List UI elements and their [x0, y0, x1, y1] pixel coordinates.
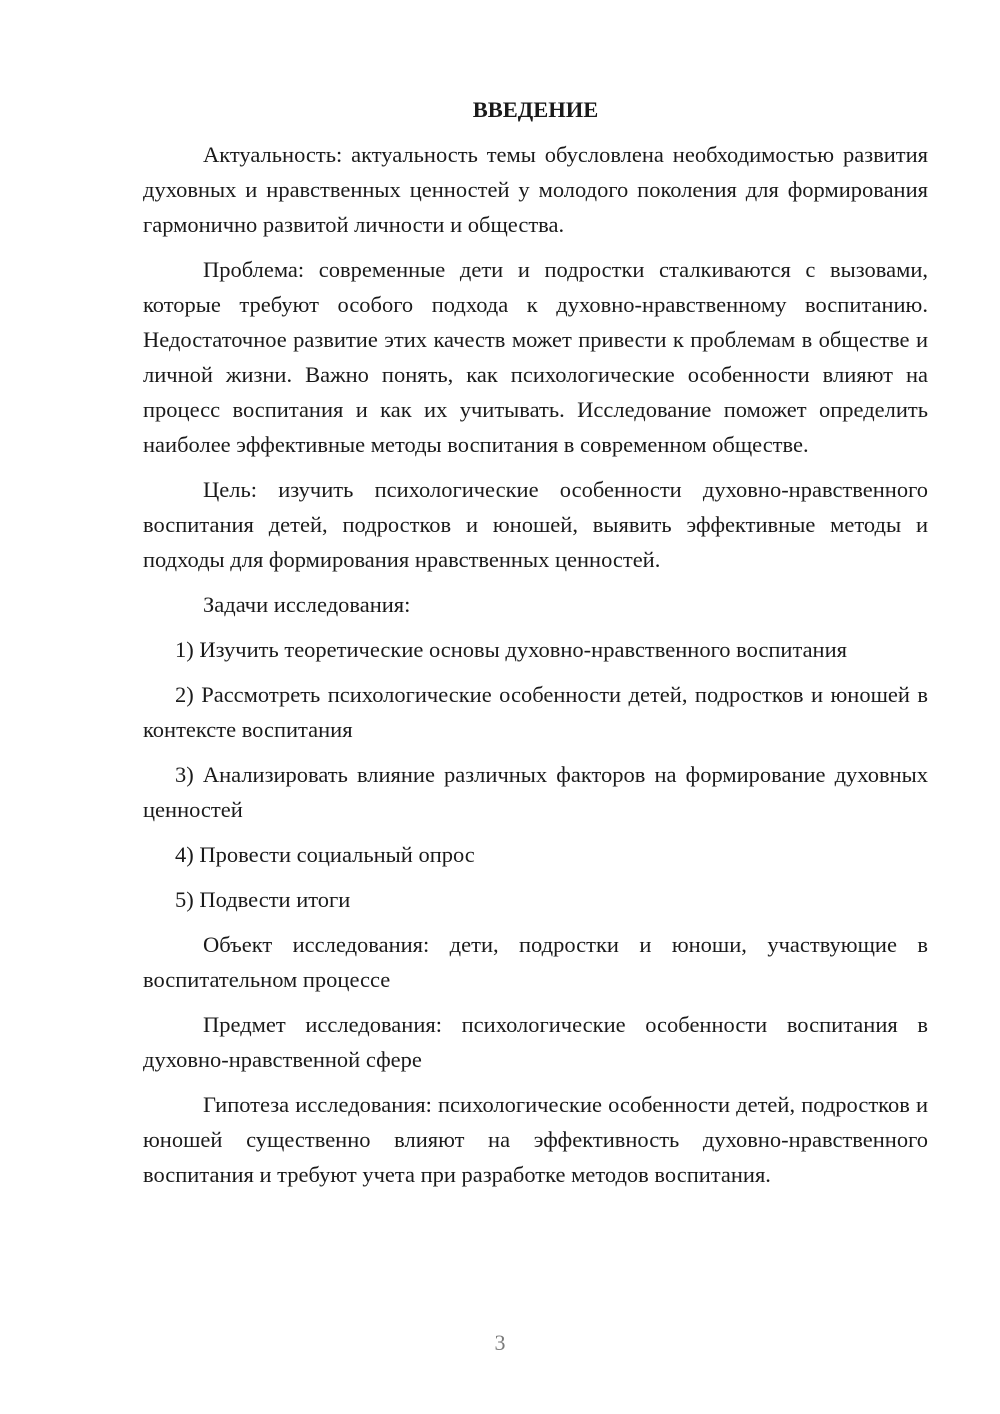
- paragraph-relevance: Актуальность: актуальность темы обусловлена необходимостью развития духовных и нравственных ценностей у молодого поколения для формирования гармонично развитой личности и общества.: [143, 142, 928, 237]
- page-content: [143, 92, 928, 1192]
- paragraph-tasks-heading: Задачи исследования:: [203, 592, 411, 617]
- paragraph-hypothesis: Гипотеза исследования: психологические особенности детей, подростков и юношей существенно влияют на эффективность духовно-нравственного воспитания и требуют учета при разработке методов воспитания.: [143, 1092, 928, 1187]
- page-number: 3: [494, 1330, 506, 1355]
- task-item: 5) Подвести итоги: [175, 887, 351, 912]
- task-item: 3) Анализировать влияние различных факторов на формирование духовных ценностей: [143, 762, 928, 822]
- paragraph-goal: Цель: изучить психологические особенности духовно-нравственного воспитания детей, подростков и юношей, выявить эффективные методы и подходы для формирования нравственных ценностей.: [143, 477, 928, 572]
- task-item: 1) Изучить теоретические основы духовно-нравственного воспитания: [175, 637, 847, 662]
- section-title: ВВЕДЕНИЕ: [472, 97, 599, 122]
- paragraph-object: Объект исследования: дети, подростки и юноши, участвующие в воспитательном процессе: [143, 932, 928, 992]
- paragraph-problem: Проблема: современные дети и подростки сталкиваются с вызовами, которые требуют особого подхода к духовно-нравственному воспитанию. Недостаточное развитие этих качеств может привести к проблемам в обществе и личной жизни. Важно понять, как психологические особенности влияют на процесс воспитания и как их учитывать. Исследование поможет определить наиболее эффективные методы воспитания в современном обществе.: [143, 257, 928, 457]
- task-item: 2) Рассмотреть психологические особенности детей, подростков и юношей в контексте воспитания: [143, 682, 928, 742]
- task-item: 4) Провести социальный опрос: [175, 842, 475, 867]
- paragraph-subject: Предмет исследования: психологические особенности воспитания в духовно-нравственной сфере: [143, 1012, 928, 1072]
